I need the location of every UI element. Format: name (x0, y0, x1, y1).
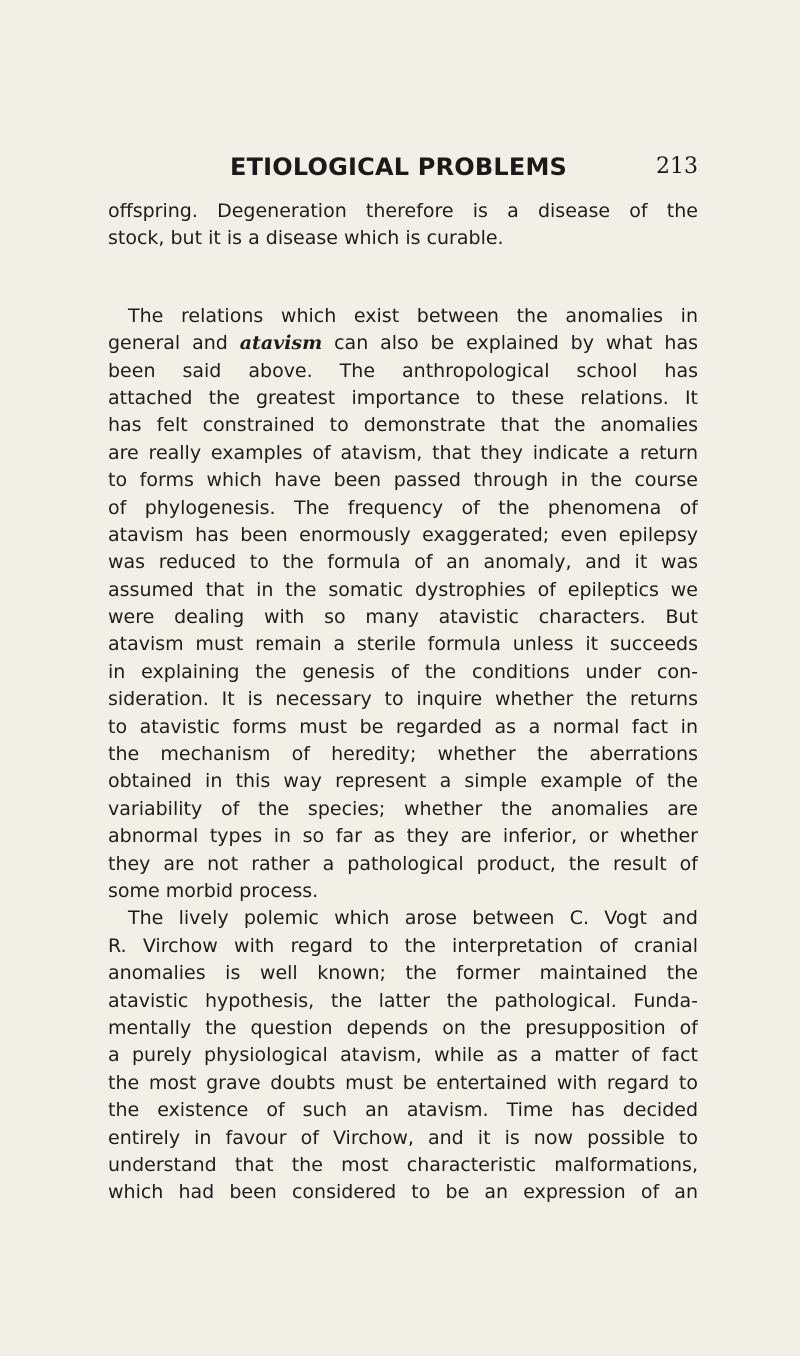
text-line: a purely physiological atavism, while as a matter of fact (108, 1044, 698, 1067)
text-line: in explaining the genesis of the conditions under con- (108, 660, 698, 683)
text-line: The lively polemic which arose between C. Vogt and (128, 907, 698, 930)
running-head (108, 153, 698, 187)
emphasized-term: atavism (239, 332, 323, 355)
text-line: entirely in favour of Virchow, and it is now possible to (108, 1126, 698, 1149)
section-gap (108, 253, 698, 303)
text-line: The relations which exist between the anomalies in (128, 304, 698, 327)
text-line: anomalies is well known; the former maintained the (108, 962, 698, 985)
text-line: atavism must remain a sterile formula unless it succeeds (108, 633, 698, 656)
text-line: has felt constrained to demonstrate that the anomalies (108, 414, 698, 437)
text-line: they are not rather a pathological product, the result of (108, 852, 698, 875)
text-line: been said above. The anthropological school has (108, 359, 698, 382)
text-line: R. Virchow with regard to the interpretation of cranial (108, 934, 698, 957)
text-line: mentally the question depends on the presupposition of (108, 1016, 698, 1039)
text-line: some morbid process. (108, 879, 319, 902)
text-fragment: general and (108, 332, 228, 355)
text-line: was reduced to the formula of an anomaly, and it was (108, 551, 698, 574)
text-line: the mechanism of heredity; whether the aberrations (108, 743, 698, 766)
text-line: which had been considered to be an expression of an (108, 1181, 698, 1204)
text-line (108, 330, 698, 357)
text-line: the existence of such an atavism. Time has decided (108, 1099, 698, 1122)
text-line: were dealing with so many atavistic characters. But (108, 606, 698, 629)
text-line: atavistic hypothesis, the latter the pathological. Funda- (108, 989, 698, 1012)
text-line: variability of the species; whether the anomalies are (108, 797, 698, 820)
text-line: are really examples of atavism, that they indicate a return (108, 441, 698, 464)
text-line: the most grave doubts must be entertained with regard to (108, 1071, 698, 1094)
page-number: 213 (656, 154, 698, 179)
text-line: atavism has been enormously exaggerated; even epilepsy (108, 523, 698, 546)
text-fragment: can also be explained by what has (334, 332, 698, 355)
text-line: attached the greatest importance to these relations. It (108, 386, 698, 409)
text-line: assumed that in the somatic dystrophies of epileptics we (108, 578, 698, 601)
text-line: to atavistic forms must be regarded as a normal fact in (108, 715, 698, 738)
text-line: stock, but it is a disease which is curable. (108, 227, 504, 250)
text-line: offspring. Degeneration therefore is a disease of the (108, 200, 698, 222)
text-line: to forms which have been passed through in the course (108, 469, 698, 492)
paragraph-1 (108, 198, 698, 253)
text-line: obtained in this way represent a simple example of the (108, 770, 698, 793)
paragraph-2 (108, 303, 698, 906)
body-text (108, 198, 698, 1207)
text-line: of phylogenesis. The frequency of the phenomena of (108, 496, 698, 519)
text-line: sideration. It is necessary to inquire whether the returns (108, 688, 698, 711)
paragraph-3 (108, 905, 698, 1206)
text-line: abnormal types in so far as they are inferior, or whether (108, 825, 698, 848)
running-title: ETIOLOGICAL PROBLEMS (230, 153, 568, 181)
text-line: understand that the most characteristic malformations, (108, 1153, 698, 1176)
